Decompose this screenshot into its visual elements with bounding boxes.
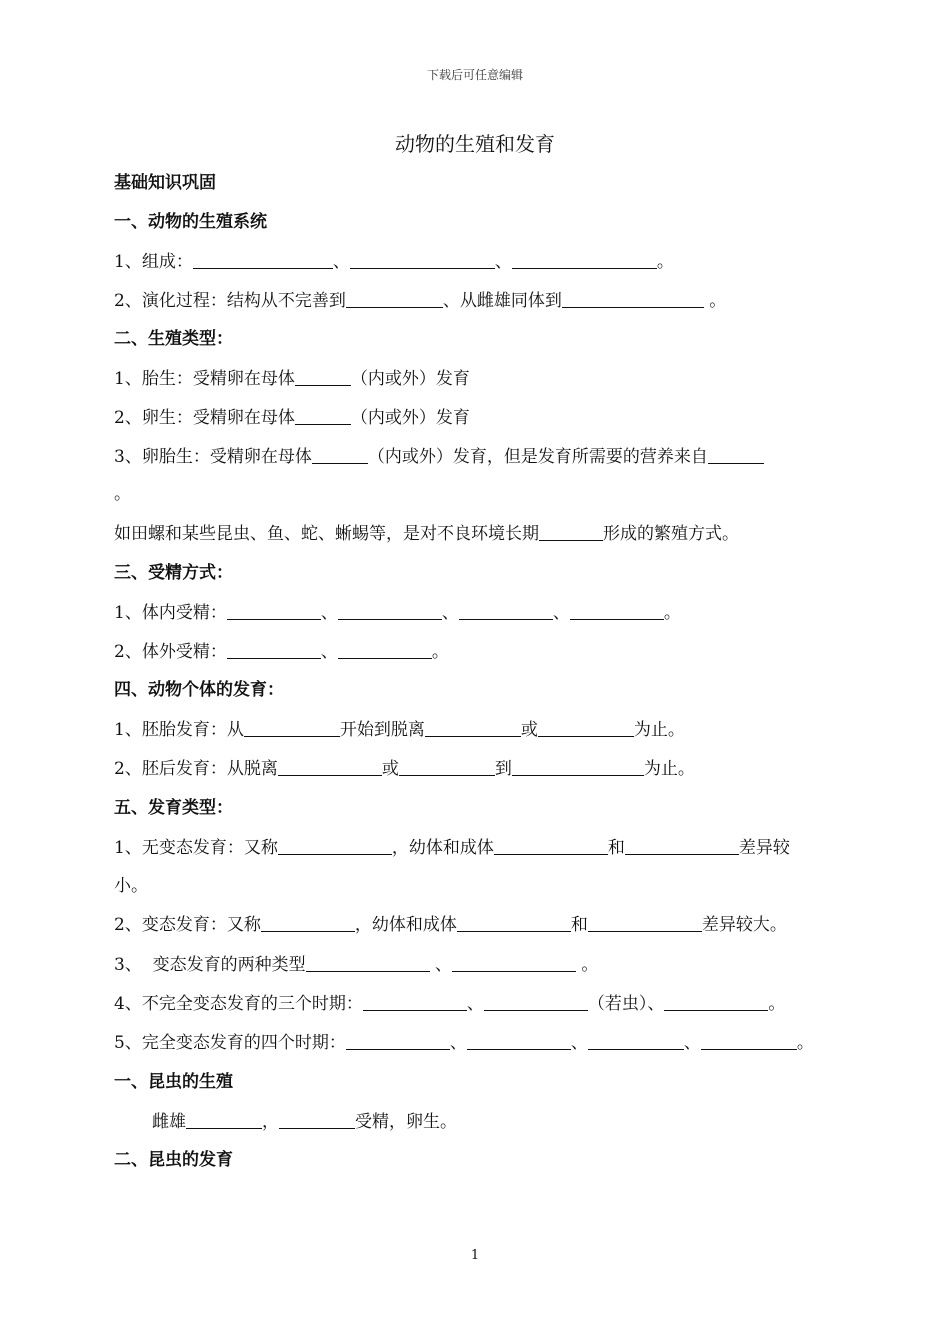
line-viviparous: 1、胎生：受精卵在母体 （内或外）发育 <box>114 369 470 389</box>
document-title: 动物的生殖和发育 <box>395 132 555 156</box>
line-ovoviviparous-end: 。 <box>114 484 131 504</box>
blank[interactable] <box>227 601 321 620</box>
blank[interactable] <box>562 289 704 308</box>
blank[interactable] <box>227 640 321 659</box>
section-reproduction-types: 二、生殖类型： <box>114 329 233 349</box>
line-composition: 1、组成： 、 、 。 <box>114 252 674 272</box>
blank[interactable] <box>363 992 467 1011</box>
page-header: 下载后可任意编辑 <box>426 68 523 82</box>
blank[interactable] <box>625 836 739 855</box>
section-reproductive-system: 一、动物的生殖系统 <box>114 212 267 232</box>
blank[interactable] <box>295 406 351 425</box>
blank[interactable] <box>708 445 764 464</box>
blank[interactable] <box>494 836 608 855</box>
blank[interactable] <box>399 757 495 776</box>
blank[interactable] <box>186 1110 262 1129</box>
blank[interactable] <box>512 250 657 269</box>
blank[interactable] <box>295 367 351 386</box>
blank[interactable] <box>539 522 603 541</box>
blank[interactable] <box>664 992 768 1011</box>
blank[interactable] <box>459 601 553 620</box>
blank[interactable] <box>346 289 443 308</box>
blank[interactable] <box>512 757 644 776</box>
blank[interactable] <box>484 992 588 1011</box>
blank[interactable] <box>261 913 355 932</box>
blank[interactable] <box>570 601 664 620</box>
line-postembryonic: 2、胚后发育：从脱离 或 到 为止。 <box>114 759 695 779</box>
line-insect-reproduction: 雌雄 ， 受精，卵生。 <box>152 1112 457 1132</box>
section-basic: 基础知识巩固 <box>114 173 216 193</box>
blank[interactable] <box>457 913 571 932</box>
line-metamorphosis-types: 3、 变态发育的两种类型 、 。 <box>114 955 599 975</box>
section-insect-reproduction: 一、昆虫的生殖 <box>114 1072 233 1092</box>
line-direct-development-end: 小。 <box>114 876 148 896</box>
section-insect-development: 二、昆虫的发育 <box>114 1150 233 1170</box>
section-fertilization: 三、受精方式： <box>114 563 233 583</box>
blank[interactable] <box>338 601 442 620</box>
section-development-types: 五、发育类型： <box>114 798 233 818</box>
blank[interactable] <box>306 953 430 972</box>
blank[interactable] <box>346 1031 450 1050</box>
line-example: 如田螺和某些昆虫、鱼、蛇、蜥蜴等，是对不良环境长期 形成的繁殖方式。 <box>114 524 739 544</box>
blank[interactable] <box>312 445 368 464</box>
line-complete-metamorphosis: 5、完全变态发育的四个时期： 、 、 、 。 <box>114 1033 814 1053</box>
blank[interactable] <box>588 1031 684 1050</box>
blank[interactable] <box>588 913 702 932</box>
line-evolution: 2、演化过程：结构从不完善到 、从雌雄同体到 。 <box>114 291 727 311</box>
line-embryonic: 1、胚胎发育：从 开始到脱离 或 为止。 <box>114 720 685 740</box>
line-ovoviviparous: 3、卵胎生：受精卵在母体 （内或外）发育，但是发育所需要的营养来自 <box>114 445 764 468</box>
blank[interactable] <box>701 1031 797 1050</box>
blank[interactable] <box>350 250 495 269</box>
line-external-fertilization: 2、体外受精： 、 。 <box>114 642 449 662</box>
line-metamorphosis: 2、变态发育：又称 ，幼体和成体 和 差异较大。 <box>114 915 787 935</box>
blank[interactable] <box>278 836 392 855</box>
blank[interactable] <box>538 718 634 737</box>
blank[interactable] <box>278 757 382 776</box>
section-individual-development: 四、动物个体的发育： <box>114 680 284 700</box>
line-internal-fertilization: 1、体内受精： 、 、 、 。 <box>114 603 681 623</box>
blank[interactable] <box>467 1031 571 1050</box>
page-number: 1 <box>470 1248 480 1263</box>
line-direct-development: 1、无变态发育：又称 ，幼体和成体 和 差异较 <box>114 838 790 858</box>
blank[interactable] <box>338 640 432 659</box>
line-incomplete-metamorphosis: 4、不完全变态发育的三个时期： 、 （若虫）、 。 <box>114 994 786 1014</box>
blank[interactable] <box>452 953 576 972</box>
blank[interactable] <box>425 718 521 737</box>
line-oviparous: 2、卵生：受精卵在母体 （内或外）发育 <box>114 408 470 428</box>
blank[interactable] <box>193 250 333 269</box>
blank[interactable] <box>279 1110 355 1129</box>
blank[interactable] <box>244 718 340 737</box>
